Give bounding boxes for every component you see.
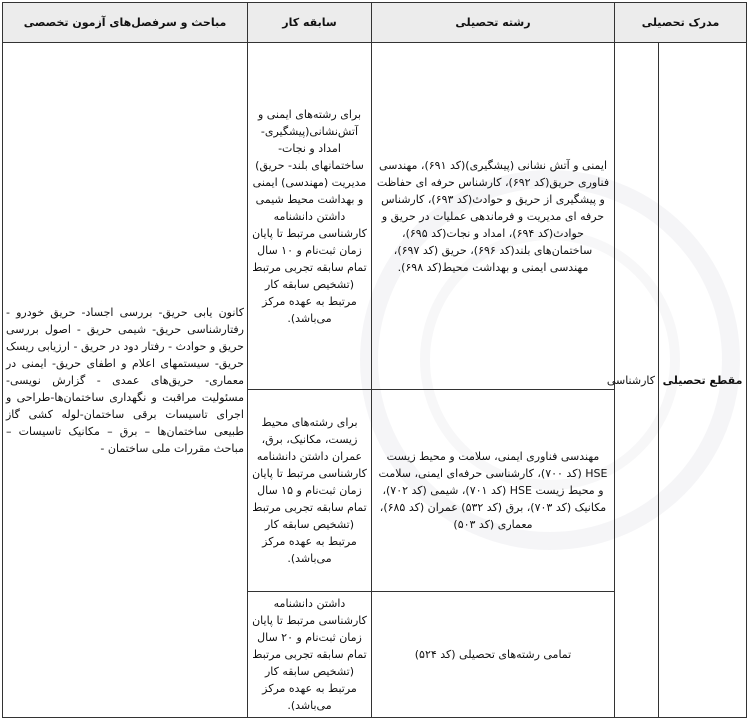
requirements-table <box>2 2 747 718</box>
field-cell-2: مهندسی فناوری ایمنی، سلامت و محیط زیست HSE (کد ۷۰۰)، کارشناسی حرفه‌ای ایمنی، سلامت و محیط زیست HSE (کد ۷۰۱)، شیمی (کد ۷۰۲)، مکانیک (کد ۷۰۳)، برق (کد ۵۳۲) عمران (کد ۶۸۵)، معماری (کد ۵۰۳) <box>371 390 614 592</box>
experience-cell-1: برای رشته‌های ایمنی و آتش‌نشانی(پیشگیری- امداد و نجات- ساختمانهای بلند- حریق) مدیریت (مهندسی) ایمنی و بهداشت محیط شیمی داشتن دانشنامه کارشناسی مرتبط تا پایان زمان ثبت‌نام و ۱۰ سال تمام سابقه تجربی مرتبط (تشخیص سابقه کار مرتبط به عهده مرکز می‌باشد). <box>247 43 371 390</box>
degree-cell: مقطع تحصیلی <box>659 43 747 718</box>
field-cell-1: ایمنی و آتش نشانی (پیشگیری)(کد ۶۹۱)، مهندسی فناوری حریق(کد ۶۹۲)، کارشناس حرفه ای حفاظت و پیشگیری از حریق و حوادث(کد ۶۹۳)، کارشناس حرفه ای مدیریت و فرماندهی عملیات در حریق و حوادث(کد ۶۹۴)، امداد و نجات(کد ۶۹۵)، ساختمان‌های بلند(کد ۶۹۶)، حریق (کد ۶۹۷)، مهندسی ایمنی و بهداشت محیط(کد ۶۹۸). <box>371 43 614 390</box>
table-header-row <box>3 3 747 43</box>
header-experience: سابقه کار <box>247 3 371 43</box>
experience-cell-3: داشتن دانشنامه کارشناسی مرتبط تا پایان زمان ثبت‌نام و ۲۰ سال تمام سابقه تجربی مرتبط (تشخیص سابقه کار مرتبط به عهده مرکز می‌باشد). <box>247 591 371 717</box>
experience-cell-2: برای رشته‌های محیط زیست، مکانیک، برق، عمران داشتن دانشنامه کارشناسی مرتبط تا پایان زمان ثبت‌نام و ۱۵ سال تمام سابقه تجربی مرتبط (تشخیص سابقه کار مرتبط به عهده مرکز می‌باشد). <box>247 390 371 592</box>
header-topics: مباحث و سرفصل‌های آزمون تخصصی <box>3 3 248 43</box>
level-cell: کارشناسی <box>614 43 658 718</box>
field-cell-3: تمامی رشته‌های تحصیلی (کد ۵۲۴) <box>371 591 614 717</box>
topics-cell: کانون یابی حریق- بررسی اجساد- حریق خودرو - رفتارشناسی حریق- شیمی حریق - اصول بررسی حریق و حوادث - رفتار دود در حریق - ارزیابی ریسک حریق- سیستمهای اعلام و اطفای حریق- ایمنی در معماری- حریق‌های عمدی - گزارش نویسی-مسئولیت مراقبت و نگهداری ساختمان‌ها-طراحی و اجرای تاسیسات برقی ساختمان-لوله کشی گاز طبیعی ساختمان‌ها – برق – مکانیک تاسیسات – مباحث مقررات ملی ساختمان - <box>3 43 248 718</box>
header-degree: مدرک تحصیلی <box>614 3 746 43</box>
table-row <box>3 43 747 390</box>
header-field: رشته تحصیلی <box>371 3 614 43</box>
